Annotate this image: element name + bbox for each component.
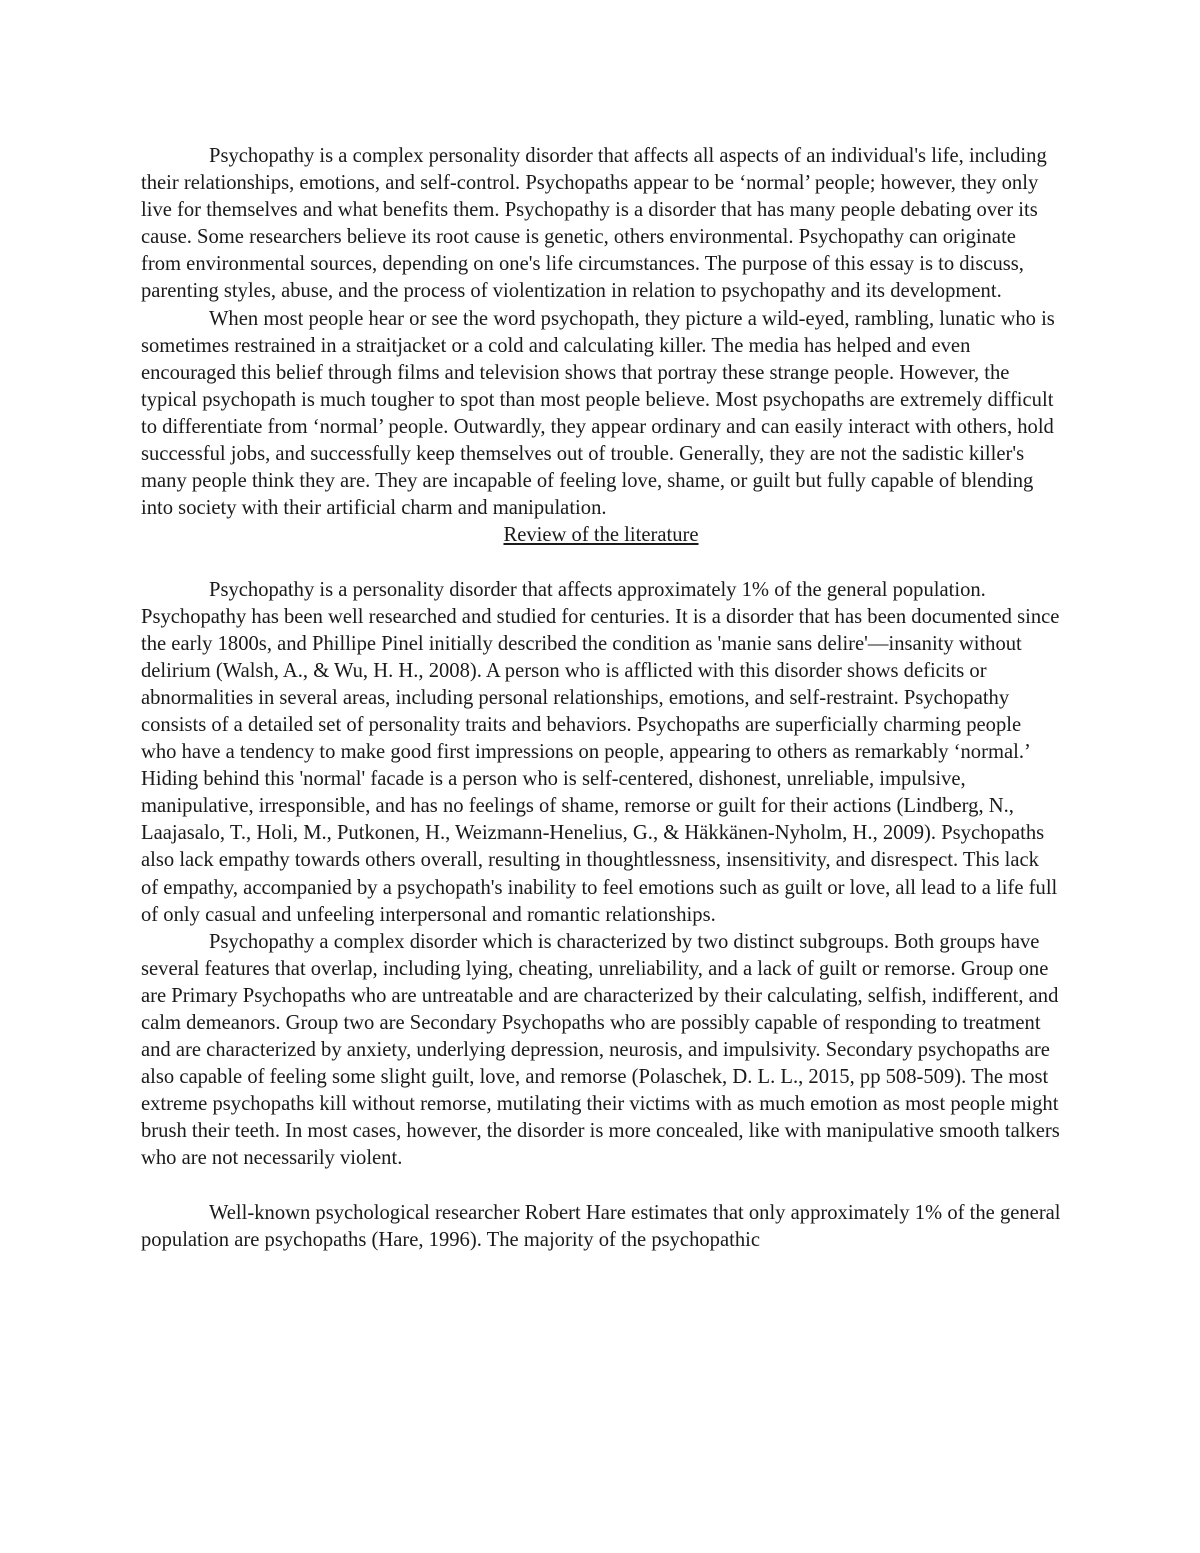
intro-paragraph: Psychopathy is a complex personality disorder that affects all aspects of an individual's life, including their relationships, emotions, and self-control. Psychopaths appear to be ‘normal’ people; however, they only live for themselves and what benefits them. Psychopathy is a disorder that has many people debating over its cause. Some researchers believe its root cause is genetic, others environmental. Psychopathy can originate from environmental sources, depending on one's life circumstances. The purpose of this essay is to discuss, parenting styles, abuse, and the process of violentization in relation to psychopathy and its development. — [141, 145, 1047, 303]
literature-paragraph-1: Psychopathy is a personality disorder that affects approximately 1% of the general population. Psychopathy has been well researched and studied for centuries. It is a disorder that has been documented since the early 1800s, and Phillipe Pinel initially described the condition as 'manie sans delire'—insanity without delirium (Walsh, A., & Wu, H. H., 2008). A person who is afflicted with this disorder shows deficits or abnormalities in several areas, including personal relationships, emotions, and self-restraint. Psychopathy consists of a detailed set of personality traits and behaviors. Psychopaths are superficially charming people who have a tendency to make good first impressions on people, appearing to others as remarkably ‘normal.’ Hiding behind this 'normal' facade is a person who is self-centered, dishonest, unreliable, impulsive, manipulative, irresponsible, and has no feelings of shame, remorse or guilt for their actions (Lindberg, N., Laajasalo, T., Holi, M., Putkonen, H., Weizmann-Henelius, G., & Häkkänen-Nyholm, H., 2009). Psychopaths also lack empathy towards others overall, resulting in thoughtlessness, insensitivity, and disrespect. This lack of empathy, accompanied by a psychopath's inability to feel emotions such as guilt or love, all lead to a life full of only casual and unfeeling interpersonal and romantic relationships. — [141, 578, 1060, 926]
media-perception-paragraph: When most people hear or see the word psychopath, they picture a wild-eyed, rambling, lunatic who is sometimes restrained in a straitjacket or a cold and calculating killer. The media has helped and even encouraged this belief through films and television shows that portray these strange people. However, the typical psychopath is much tougher to spot than most people believe. Most psychopaths are extremely difficult to differentiate from ‘normal’ people. Outwardly, they appear ordinary and can easily interact with others, hold successful jobs, and successfully keep themselves out of trouble. Generally, they are not the sadistic killer's many people think they are. They are incapable of feeling love, shame, or guilt but fully capable of blending into society with their artificial charm and manipulation. — [141, 307, 1055, 520]
literature-paragraph-3: Well-known psychological researcher Robert Hare estimates that only approximately 1% of the general population are psychopaths (Hare, 1996). The majority of the psychopathic — [141, 1201, 1061, 1251]
literature-paragraph-2: Psychopathy a complex disorder which is characterized by two distinct subgroups. Both groups have several features that overlap, including lying, cheating, unreliability, and a lack of guilt or remorse. Group one are Primary Psychopaths who are untreatable and are characterized by their calculating, selfish, indifferent, and calm demeanors. Group two are Secondary Psychopaths who are possibly capable of responding to treatment and are characterized by anxiety, underlying depression, neurosis, and impulsivity. Secondary psychopaths are also capable of feeling some slight guilt, love, and remorse (Polaschek, D. L. L., 2015, pp 508-509). The most extreme psychopaths kill without remorse, mutilating their victims with as much emotion as most people might brush their teeth. In most cases, however, the disorder is more concealed, like with manipulative smooth talkers who are not necessarily violent. — [141, 930, 1060, 1170]
section-heading: Review of the literature — [503, 524, 699, 547]
blank-line — [141, 549, 1061, 576]
document-body — [141, 143, 1061, 1254]
blank-line — [141, 1173, 1061, 1200]
